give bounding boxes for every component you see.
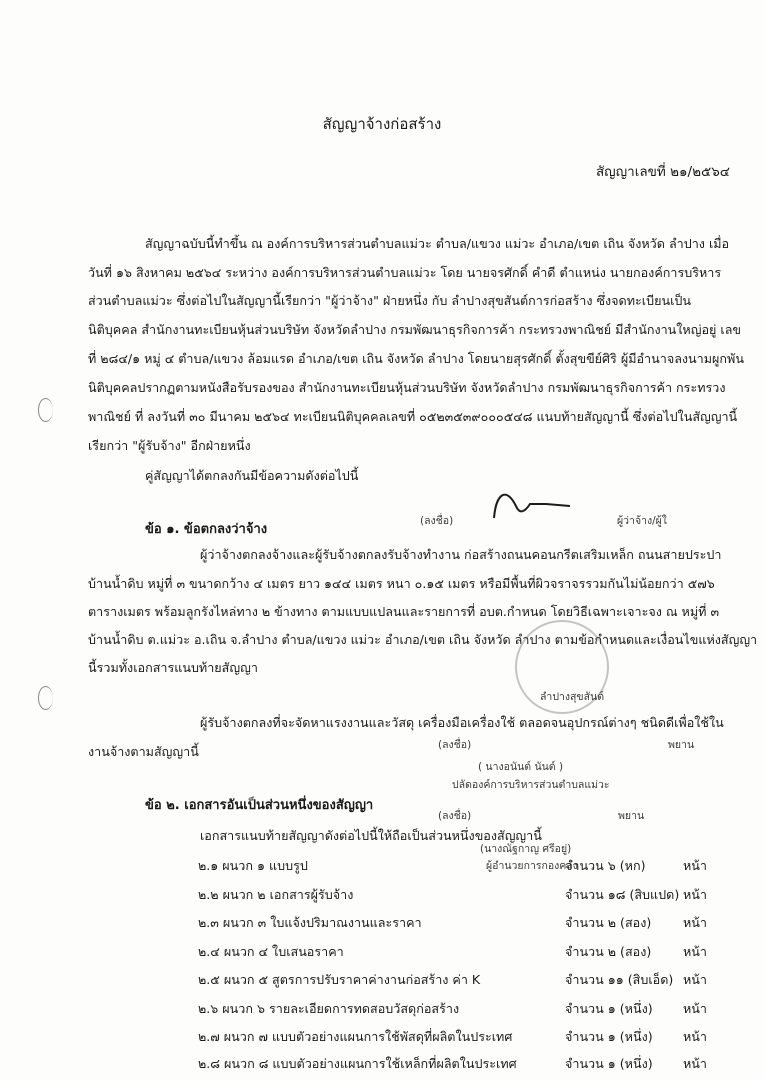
intro-line: พาณิชย์ ที่ ลงวันที่ ๓๐ มีนาคม ๒๕๖๔ ทะเบียนนิติบุคคลเลขที่ ๐๕๒๓๕๓๙๐๐๐๕๔๘ แนบท้ายสัญญานี้ ซึ่งต่อไปในสัญญานี้ (88, 409, 738, 424)
witness2-position: ผู้อำนวยการกองคลัง (486, 860, 578, 872)
employer-role: ผู้ว่าจ้าง/ผู้ใ (617, 515, 667, 527)
annex-label: ๒.๕ ผนวก ๕ สูตรการปรับราคาค่างานก่อสร้าง ค่า K (198, 972, 481, 987)
annex-qty: จำนวน ๑๘ (สิบแปด) (565, 887, 680, 902)
clause-1-line: ผู้รับจ้างตกลงที่จะจัดหาแรงงานและวัสดุ เครื่องมือเครื่องใช้ ตลอดจนอุปกรณ์ต่างๆ ชนิดดีเพื่อใช้ใน (200, 715, 724, 730)
annex-unit: หน้า (683, 1029, 707, 1044)
clause-1-line: บ้านน้ำดิบ ต.แม่วะ อ.เถิน จ.ลำปาง ตำบล/แขวง แม่วะ อำเภอ/เขต เถิน จังหวัด ลำปาง ตามข้อกำหนดและเงื่อนไขแห่งสัญญา (88, 632, 758, 647)
clause-2-intro: เอกสารแนบท้ายสัญญาดังต่อไปนี้ให้ถือเป็นส่วนหนึ่งของสัญญานี้ (200, 828, 542, 843)
clause-1-heading: ข้อ ๑. ข้อตกลงว่าจ้าง (145, 522, 268, 537)
binder-hole-top (38, 398, 53, 422)
annex-qty: จำนวน ๒ (สอง) (565, 944, 652, 959)
binder-hole-bottom (38, 686, 53, 710)
annex-label: ๒.๓ ผนวก ๓ ใบแจ้งปริมาณงานและราคา (198, 915, 422, 930)
clause-2-heading: ข้อ ๒. เอกสารอันเป็นส่วนหนึ่งของสัญญา (145, 798, 374, 813)
annex-label: ๒.๗ ผนวก ๗ แบบตัวอย่างแผนการใช้พัสดุที่ผลิตในประเทศ (198, 1029, 513, 1044)
annex-qty: จำนวน ๑ (หนึ่ง) (565, 1056, 653, 1071)
witness1-name: ( นางอนันต์ นันต์ ) (478, 761, 564, 773)
witness-role: พยาน (668, 739, 695, 751)
contract-number: สัญญาเลขที่ ๒๑/๒๕๖๔ (595, 164, 730, 180)
clause-1-line: ผู้ว่าจ้างตกลงจ้างและผู้รับจ้างตกลงรับจ้างทำงาน ก่อสร้างถนนคอนกรีตเสริมเหล็ก ถนนสายประปา (200, 547, 722, 562)
witness2-name: (นางณัฐกาญ ศรีอยู่) (480, 843, 572, 855)
annex-label: ๒.๑ ผนวก ๑ แบบรูป (198, 858, 308, 873)
intro-line: เรียกว่า "ผู้รับจ้าง" อีกฝ่ายหนึ่ง (88, 438, 251, 453)
clause-1-line: งานจ้างตามสัญญานี้ (88, 744, 199, 759)
agreement-line: คู่สัญญาได้ตกลงกันมีข้อความดังต่อไปนี้ (145, 468, 359, 483)
witness-sign-prefix: (ลงชื่อ) (438, 739, 472, 751)
annex-unit: หน้า (683, 944, 707, 959)
clause-1-line: บ้านน้ำดิบ หมู่ที่ ๓ ขนาดกว้าง ๔ เมตร ยาว ๑๔๔ เมตร หนา ๐.๑๕ เมตร หรือมีพื้นที่ผิวจราจรรวมกันไม่น้อยกว่า ๕๗๖ (88, 576, 715, 591)
annex-unit: หน้า (683, 972, 707, 987)
witness2-role: พยาน (618, 810, 645, 822)
intro-line: นิติบุคคลปรากฏตามหนังสือรับรองของ สำนักงานทะเบียนหุ้นส่วนบริษัท จังหวัดลำปาง กรมพัฒนาธุรกิจการค้า กระทรวง (88, 380, 726, 395)
annex-unit: หน้า (683, 915, 707, 930)
annex-label: ๒.๘ ผนวก ๘ แบบตัวอย่างแผนการใช้เหล็กที่ผลิตในประเทศ (198, 1056, 517, 1071)
employer-sign-prefix: (ลงชื่อ) (420, 515, 454, 527)
clause-1-line: ตารางเมตร พร้อมลูกรังไหล่ทาง ๒ ข้างทาง ตามแบบแปลนและรายการที่ อบต.กำหนด โดยวิธีเฉพาะเจาะจง ณ หมู่ที่ ๓ (88, 604, 720, 619)
annex-label: ๒.๔ ผนวก ๔ ใบเสนอราคา (198, 944, 344, 959)
contractor-stamp-text: ลำปางสุขสันต์ (540, 691, 605, 703)
intro-line: ส่วนตำบลแม่วะ ซึ่งต่อไปในสัญญานี้เรียกว่า "ผู้ว่าจ้าง" ฝ่ายหนึ่ง กับ ลำปางสุขสันต์การก่อสร้าง ซึ่งจดทะเบียนเป็น (88, 293, 691, 308)
intro-line: ที่ ๒๘๔/๑ หมู่ ๔ ตำบล/แขวง ล้อมแรด อำเภอ/เขต เถิน จังหวัด ลำปาง โดยนายสุรศักดิ์ ตั้งสุขขีย์ศิริ ผู้มีอำนาจลงนามผูกพัน (88, 351, 744, 366)
annex-unit: หน้า (683, 1001, 707, 1016)
document-title: สัญญาจ้างก่อสร้าง (322, 115, 442, 133)
annex-qty: จำนวน ๑ (หนึ่ง) (565, 1029, 653, 1044)
employer-signature (486, 480, 616, 524)
annex-qty: จำนวน ๒ (สอง) (565, 915, 652, 930)
annex-qty: จำนวน ๖ (หก) (565, 858, 646, 873)
clause-1-line: นี้รวมทั้งเอกสารแนบท้ายสัญญา (88, 660, 258, 675)
annex-qty: จำนวน ๑ (หนึ่ง) (565, 1001, 653, 1016)
annex-label: ๒.๖ ผนวก ๖ รายละเอียดการทดสอบวัสดุก่อสร้าง (198, 1001, 460, 1016)
annex-label: ๒.๒ ผนวก ๒ เอกสารผู้รับจ้าง (198, 887, 354, 902)
intro-line: วันที่ ๑๖ สิงหาคม ๒๕๖๔ ระหว่าง องค์การบริหารส่วนตำบลแม่วะ โดย นายจรศักดิ์ คำดี ตำแหน่ง นายกองค์การบริหาร (88, 265, 722, 280)
intro-line: สัญญาฉบับนี้ทำขึ้น ณ องค์การบริหารส่วนตำบลแม่วะ ตำบล/แขวง แม่วะ อำเภอ/เขต เถิน จังหวัด ลำปาง เมื่อ (145, 236, 730, 251)
annex-unit: หน้า (683, 1056, 707, 1071)
intro-line: นิติบุคคล สำนักงานทะเบียนหุ้นส่วนบริษัท จังหวัดลำปาง กรมพัฒนาธุรกิจการค้า กระทรวงพาณิชย์ มีสำนักงานใหญ่อยู่ เลข (88, 322, 742, 337)
annex-unit: หน้า (683, 858, 707, 873)
witness2-sign-prefix: (ลงชื่อ) (438, 810, 472, 822)
annex-qty: จำนวน ๑๑ (สิบเอ็ด) (565, 972, 674, 987)
witness1-position: ปลัดองค์การบริหารส่วนตำบลแม่วะ (452, 779, 610, 791)
annex-unit: หน้า (683, 887, 707, 902)
